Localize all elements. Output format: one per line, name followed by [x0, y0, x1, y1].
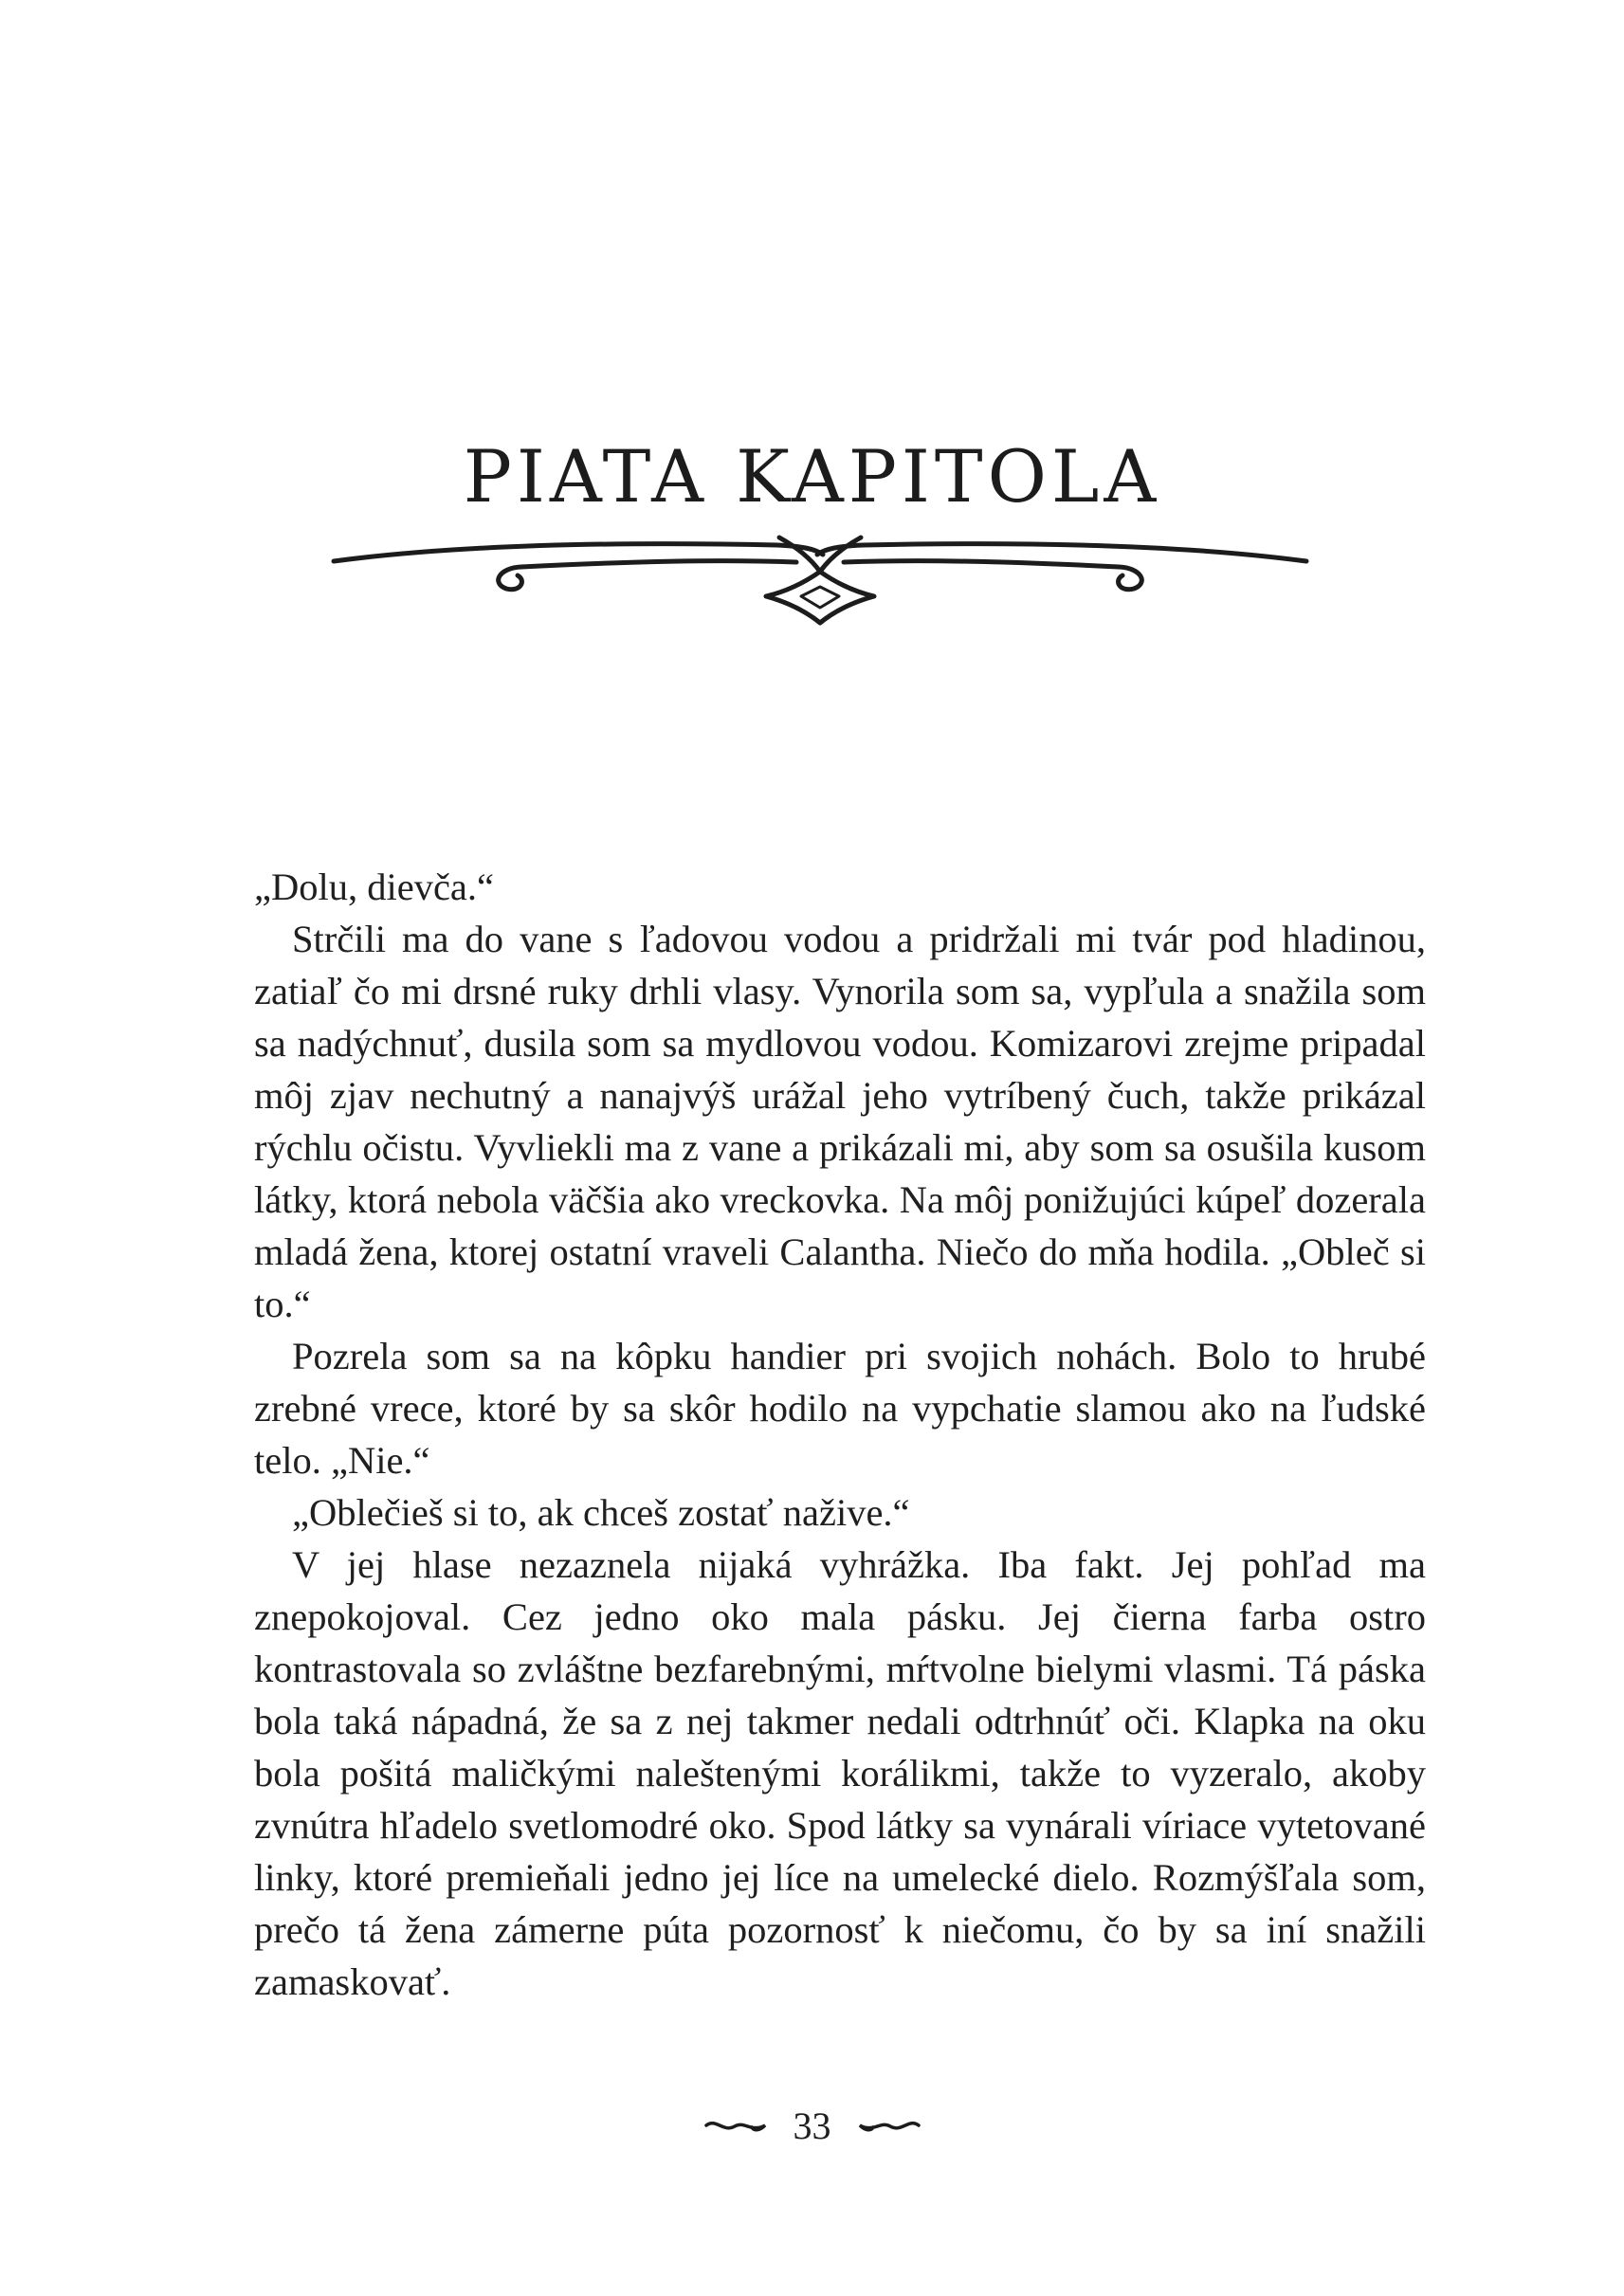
scroll-flourish-icon — [322, 517, 1318, 630]
chapter-title: PIATA KAPITOLA — [463, 434, 1161, 519]
swash-icon — [854, 2112, 922, 2141]
paragraph: „Dolu, dievča.“ — [254, 866, 495, 908]
paragraph: Pozrela som sa na kôpku handier pri svojich nohách. Bolo to hrubé zrebné vrece, ktoré by sa skôr hodilo na vypchatie slamou ako na ľudské telo. „Nie.“ — [254, 1335, 1426, 1482]
paragraph: „Oblečieš si to, ak chceš zostať nažive.“ — [292, 1491, 910, 1534]
paragraph: V jej hlase nezaznela nijaká vyhrážka. Iba fakt. Jej pohľad ma znepokojoval. Cez jedno oko mala pásku. Jej čierna farba ostro kontrastovala so zvláštne bezfarebnými, mŕtvolne bielymi vlasmi. Tá páska bola taká nápadná, že sa z nej takmer nedali odtrhnúť oči. Klapka na oku bola pošitá maličkými naleštenými korálikmi, takže to vyzeralo, akoby zvnútra hľadelo svetlomodré oko. Spod látky sa vynárali víriace vytetované linky, ktoré premieňali jedno jej líce na umelecké dielo. Rozmýšľala som, prečo tá žena zámerne púta pozornosť k niečomu, čo by sa iní snažili zamaskovať. — [254, 1543, 1426, 2003]
swash-icon — [703, 2112, 771, 2141]
page-number: 33 — [793, 2105, 831, 2148]
paragraph: Strčili ma do vane s ľadovou vodou a pridržali mi tvár pod hladinou, zatiaľ čo mi drsné ruky drhli vlasy. Vynorila som sa, vypľula a snažila som sa nadýchnuť, dusila som sa mydlovou vodou. Komizarovi zrejme pripadal môj zjav nechutný a nanajvýš urážal jeho vytríbený čuch, takže prikázal rýchlu očistu. Vyvliekli ma z vane a prikázali mi, aby som sa osušila kusom látky, ktorá nebola väčšia ako vreckovka. Na môj ponižujúci kúpeľ dozerala mladá žena, ktorej ostatní vraveli Calantha. Niečo do mňa hodila. „Obleč si to.“ — [254, 918, 1426, 1325]
body-text — [254, 861, 1426, 2008]
page-folio — [0, 2100, 1624, 2148]
